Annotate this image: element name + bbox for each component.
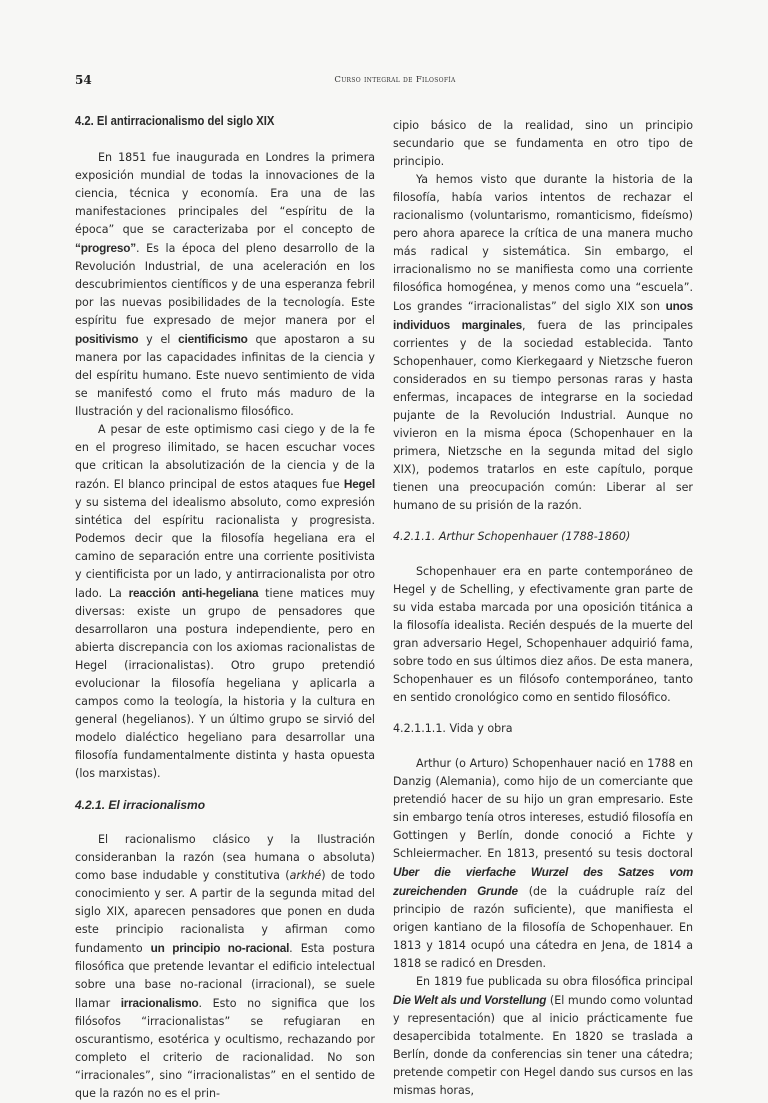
- left-column: [75, 113, 375, 1103]
- paragraph-6: Arthur (o Arturo) Schopenhauer nació en 1788 en Danzig (Alemania), como hijo de un comerciante que pretendió hacer de su hijo un gran empresario. Este sin embargo tenía otros intereses, estudió filosofía en Gottingen y Berlín, donde conoció a Fichte y Schleiermacher. En 1813, presentó su tesis doctoral Uber die vierfache Wurzel des Satzes vom zureichenden Grunde (de la cuádruple raíz del principio de razón suficiente), que manifiesta el origen kantiano de la filosofía de Schopenhauer. En 1813 y 1814 ocupó una cátedra en Jena, de 1814 a 1818 se radicó en Dresden.: [393, 757, 694, 970]
- right-column: [393, 117, 693, 1100]
- subsubsection-heading: 4.2.1.1. Arthur Schopenhauer (1788-1860): [393, 530, 631, 543]
- subsubsubsection-heading: 4.2.1.1.1. Vida y obra: [393, 722, 513, 735]
- paragraph-7: En 1819 fue publicada su obra filosófica principal Die Welt als und Vorstellung (El mundo como voluntad y representación) que al inicio prácticamente fue desapercibida totalmente. En 1820 se traslada a Berlín, donde da conferencias sin tener una cátedra; pretende competir con Hegel dando sus cursos en las mismas horas,: [393, 975, 693, 1097]
- paragraph-5: Schopenhauer era en parte contemporáneo de Hegel y de Schelling, y efectivamente gran parte de su vida estaba marcada por una oposición titánica a la filosofía idealista. Recién después de la muerte del gran adversario Hegel, Schopenhauer adquirió fama, sobre todo en sus últimos diez años. De esta manera, Schopenhauer es un filósofo contemporáneo, tanto en sentido cronológico como en sentido filosófico.: [393, 565, 693, 704]
- paragraph-4: Ya hemos visto que durante la historia de la filosofía, había varios intentos de rechazar el racionalismo (voluntarismo, romanticismo, fideísmo) pero ahora aparece la crítica de una manera mucho más radical y sistemática. Sin embargo, el irracionalismo no se manifiesta como una corriente filosófica homogénea, y menos como una “escuela”. Los grandes “irracionalistas” del siglo XIX son unos individuos marginales, fuera de las principales corrientes y de la sociedad establecida. Tanto Schopenhauer, como Kierkegaard y Nietzsche fueron considerados en su tiempo personas raras y hasta enfermas, incapaces de integrarse en la sociedad pujante de la Revolución Industrial. Aunque no vivieron en la misma época (Schopenhauer en la primera, Nietzsche en la segunda mitad del siglo XIX), podemos tratarlos en este capítulo, porque tienen una preocupación común: Liberar al ser humano de su prisión de la razón.: [393, 173, 693, 512]
- paragraph-3: El racionalismo clásico y la Ilustración consideranban la razón (sea humana o absoluta) como base indudable y constitutiva (arkhé) de todo conocimiento y ser. A partir de la segunda mitad del siglo XIX, aparecen pensadores que ponen en duda este principio racionalista y afirman como fundamento un principio no-racional. Esta postura filosófica que pretende levantar el edificio intelectual sobre una base no-racional (irracional), se suele llamar irracionalismo. Esto no significa que los filósofos “irracionalistas” se refugiaran en oscurantismo, esotérica y ocultismo, rechazando por completo el criterio de racionalidad. No son “irracionales”, sino “irracionalistas” en el sentido de que la razón no es el prin-: [75, 833, 376, 1100]
- paragraph-continued: cipio básico de la realidad, sino un principio secundario que se fundamenta en otro tipo de principio.: [393, 119, 693, 168]
- section-heading: 4.2. El antirracionalismo del siglo XIX: [75, 114, 275, 128]
- paragraph-2: A pesar de este optimismo casi ciego y de la fe en el progreso ilimitado, se hacen escuchar voces que critican la absolutización de la ciencia y de la razón. El blanco principal de estos ataques fue Hegel y su sistema del idealismo absoluto, como expresión sintética del espíritu racionalista y progresista. Podemos decir que la filosofía hegeliana era el camino de separación entre una corriente positivista y cientificista por un lado, y antirracionalista por otro lado. La reacción anti-hegeliana tiene matices muy diversas: existe un grupo de pensadores que desarrollaron una postura independiente, pero en abierta discrepancia con los axiomas racionalistas de Hegel (irracionalistas). Otro grupo pretendió evolucionar la filosofía hegeliana y aplicarla a campos como la teología, la historia y la cultura en general (hegelianos). Y un último grupo se sirvió del modelo dialéctico hegeliano para desarrollar una filosofía fundamentalmente distinta y hasta opuesta (los marxistas).: [75, 423, 375, 780]
- subsection-heading: 4.2.1. El irracionalismo: [75, 798, 206, 812]
- paragraph-1: En 1851 fue inaugurada en Londres la primera exposición mundial de todas la innovaciones de la ciencia, técnica y economía. Era una de las manifestaciones principales del “espíritu de la época” que se caracterizaba por el concepto de “progreso”. Es la época del pleno desarrollo de la Revolución Industrial, de una aceleración en los descubrimientos científicos y de una esperanza febril por las nuevas posibilidades de la tecnología. Este espíritu fue expresado de mejor manera por el positivismo y el cientificismo que apostaron a su manera por las capacidades infinitas de la ciencia y del espíritu humano. Este nuevo sentimiento de vida se manifestó como el fruto más maduro de la Ilustración y del racionalismo filosófico.: [75, 151, 375, 418]
- running-head: Curso integral de Filosofía: [334, 75, 456, 85]
- page-number: 54: [75, 73, 92, 87]
